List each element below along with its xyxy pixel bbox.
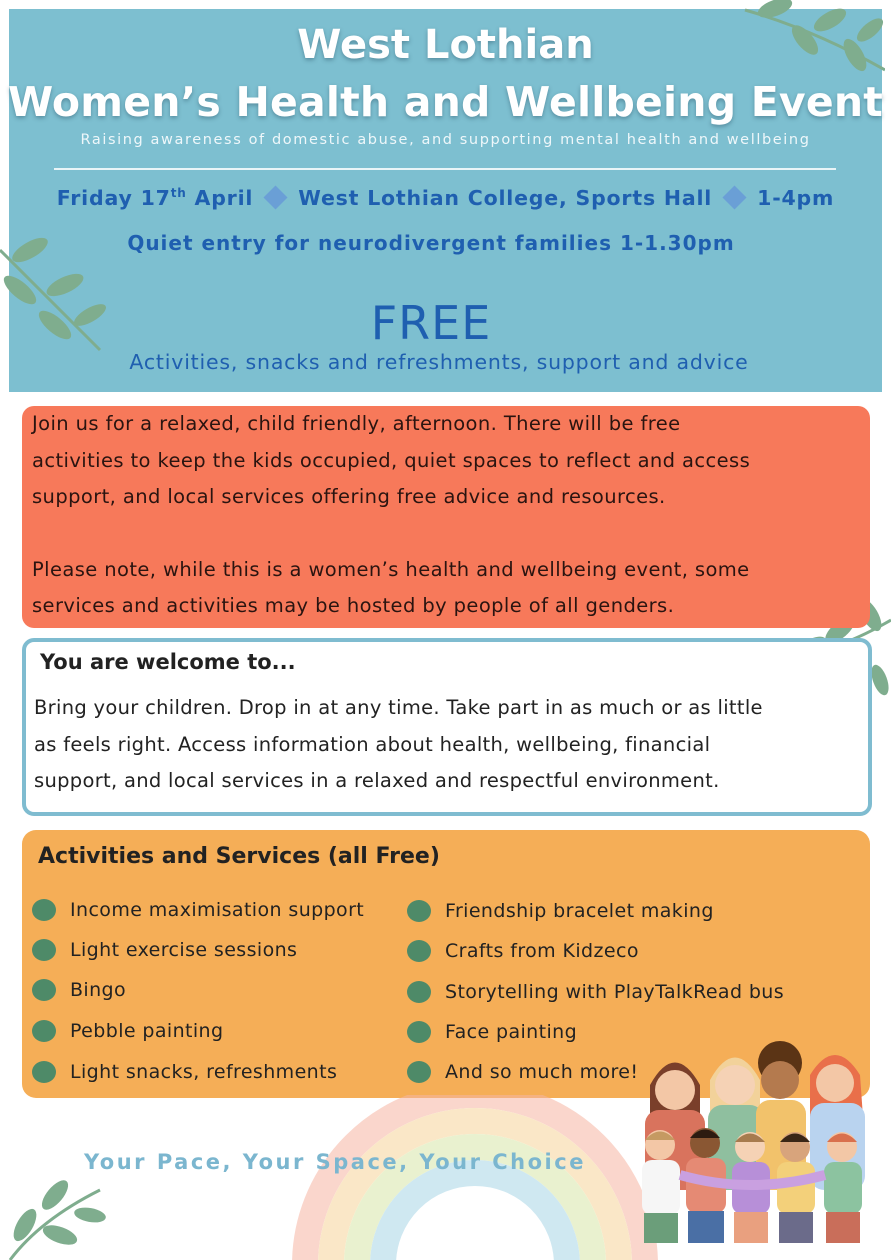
list-item: Bingo: [32, 975, 126, 1005]
family-group-illustration: [620, 1035, 880, 1260]
intro-text-line: Join us for a relaxed, child friendly, afternoon. There will be free: [32, 412, 681, 435]
welcome-text-line: support, and local services in a relaxed and respectful environment.: [34, 769, 720, 792]
event-venue: West Lothian College, Sports Hall: [298, 186, 713, 210]
list-item: Crafts from Kidzeco: [407, 936, 639, 966]
list-item: Light snacks, refreshments: [32, 1057, 337, 1087]
event-title-line1: West Lothian: [297, 22, 594, 68]
bullet-icon: [407, 940, 431, 962]
tagline: Your Pace, Your Space, Your Choice: [84, 1150, 586, 1174]
welcome-title: You are welcome to...: [40, 650, 296, 674]
leaf-sprig-icon: [0, 1170, 110, 1260]
event-details: [0, 186, 891, 210]
activities-title: Activities and Services (all Free): [38, 844, 440, 869]
diamond-separator-icon: [723, 185, 747, 209]
bullet-icon: [407, 1061, 431, 1083]
bullet-icon: [32, 939, 56, 961]
bullet-icon: [32, 979, 56, 1001]
list-item: Storytelling with PlayTalkRead bus: [407, 977, 784, 1007]
bullet-icon: [407, 900, 431, 922]
list-item: Pebble painting: [32, 1016, 223, 1046]
diamond-separator-icon: [264, 185, 288, 209]
list-item: Friendship bracelet making: [407, 896, 714, 926]
rainbow-illustration: [285, 1095, 665, 1260]
bullet-icon: [407, 1021, 431, 1043]
event-subtitle: Raising awareness of domestic abuse, and supporting mental health and wellbeing: [80, 132, 811, 148]
free-heading: FREE: [370, 296, 492, 350]
list-item: Face painting: [407, 1017, 577, 1047]
bullet-icon: [407, 981, 431, 1003]
welcome-text-line: Bring your children. Drop in at any time. Take part in as much or as little: [34, 696, 763, 719]
bullet-icon: [32, 899, 56, 921]
event-date: Friday 17th April: [56, 186, 254, 210]
intro-text-line: support, and local services offering free advice and resources.: [32, 485, 666, 508]
list-item: Light exercise sessions: [32, 935, 297, 965]
bullet-icon: [32, 1020, 56, 1042]
welcome-text: [34, 690, 864, 800]
quiet-entry-note: Quiet entry for neurodivergent families 1-1.30pm: [127, 231, 735, 255]
intro-note-line: services and activities may be hosted by people of all genders.: [32, 594, 675, 617]
divider: [54, 168, 836, 170]
list-item: And so much more!: [407, 1057, 638, 1087]
intro-text-line: activities to keep the kids occupied, quiet spaces to reflect and access: [32, 449, 751, 472]
bullet-icon: [32, 1061, 56, 1083]
event-time: 1-4pm: [757, 186, 835, 210]
list-item: Income maximisation support: [32, 895, 364, 925]
event-title-line2: Women’s Health and Wellbeing Event: [7, 78, 884, 126]
welcome-text-line: as feels right. Access information about health, wellbeing, financial: [34, 732, 711, 756]
intro-note-line: Please note, while this is a women’s health and wellbeing event, some: [32, 558, 750, 581]
free-subheading: Activities, snacks and refreshments, support and advice: [129, 350, 749, 374]
